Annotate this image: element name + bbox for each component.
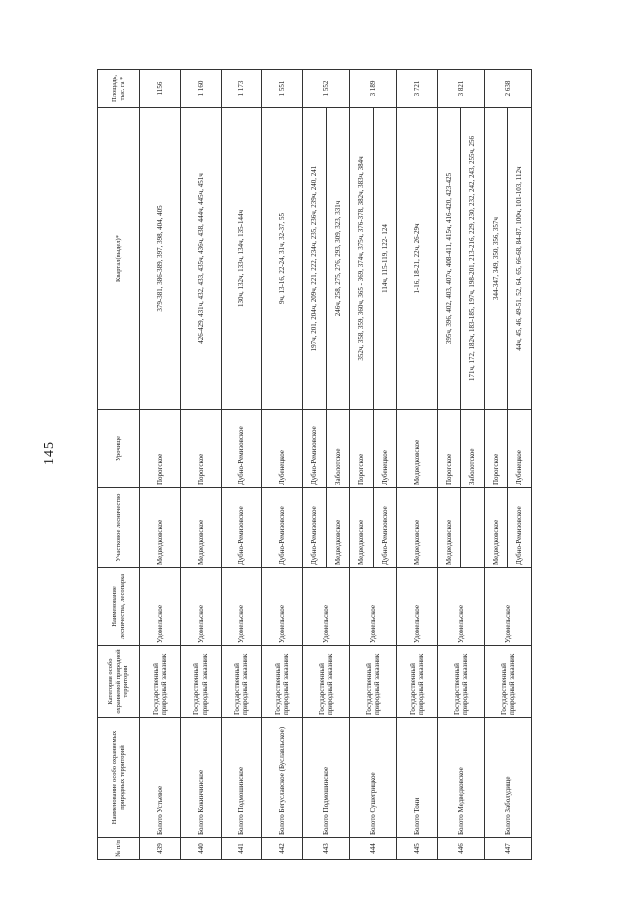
- cell-district2: Дубно-Ремизовское: [508, 488, 532, 568]
- cell-tract2: Заболотское: [326, 410, 349, 488]
- cell-name: Болото Подмошинское: [221, 718, 262, 838]
- cell-tract: Порогское: [350, 410, 373, 488]
- cell-district2: Дубно-Ремизовское: [373, 488, 396, 568]
- cell-district: Медведковское: [180, 488, 221, 568]
- cell-tract: Порогское: [180, 410, 221, 488]
- cell-num: 441: [221, 838, 262, 860]
- cell-district: Дубно-Ремизовское: [303, 488, 326, 568]
- cell-area: 3 821: [437, 70, 484, 108]
- cell-tract: Порогское: [140, 410, 181, 488]
- cell-num: 442: [262, 838, 303, 860]
- cell-num: 445: [397, 838, 438, 860]
- cell-quarters: 9ч, 13-16, 22-24, 31ч, 32-37, 55: [262, 108, 303, 410]
- cell-name: Болото Подмошинское: [303, 718, 350, 838]
- cell-tract2: Лубенецкое: [508, 410, 532, 488]
- cell-name: Болото Тони: [397, 718, 438, 838]
- header-quarters: Квартал(выдел)*: [98, 108, 140, 410]
- cell-num: 447: [484, 838, 531, 860]
- cell-quarters: 379-381, 386-389, 397, 398, 404, 405: [140, 108, 181, 410]
- cell-tract: Дубно-Ремизовское: [303, 410, 326, 488]
- cell-category: Государственный природный заказник: [397, 646, 438, 718]
- cell-district: Дубно-Ремизовское: [262, 488, 303, 568]
- table-row: [350, 70, 373, 860]
- table-header-row: [98, 70, 140, 860]
- cell-forestry: Удомельское: [437, 568, 484, 646]
- cell-forestry: Удомельское: [221, 568, 262, 646]
- cell-district: Дубно-Ремизовское: [221, 488, 262, 568]
- cell-district: Медведковское: [437, 488, 460, 568]
- cell-quarters: 344-347, 349, 350, 356, 357ч: [484, 108, 507, 410]
- cell-name: Болото Медведковское: [437, 718, 484, 838]
- table-row: [484, 70, 507, 860]
- header-num: № п/п: [98, 838, 140, 860]
- cell-name: Болото Кокинчинское: [180, 718, 221, 838]
- cell-category: Государственный природный заказник: [140, 646, 181, 718]
- cell-area: 3 189: [350, 70, 397, 108]
- cell-category: Государственный природный заказник: [221, 646, 262, 718]
- cell-tract: Медведковское: [397, 410, 438, 488]
- cell-quarters2: 114ч, 115-119, 122- 124: [373, 108, 396, 410]
- cell-category: Государственный природный заказник: [350, 646, 397, 718]
- cell-quarters2: 44ч, 45, 46, 49-51, 52, 64, 65, 66-68, 84-87, 100ч, 101-103, 112ч: [508, 108, 532, 410]
- table-body: [140, 70, 532, 860]
- header-name: Наименование особо охраняемых природных территорий: [98, 718, 140, 838]
- cell-quarters2: 171ч, 172, 182ч, 183-185, 197ч, 198-201, 213-216, 229, 230, 232, 242, 243, 255ч, 256: [461, 108, 484, 410]
- table-row: [437, 70, 460, 860]
- cell-tract2: Заболотское: [461, 410, 484, 488]
- table-row: [221, 70, 262, 860]
- cell-quarters: 1-16, 18-21, 22ч, 26-29ч: [397, 108, 438, 410]
- cell-quarters: 426-429, 431ч, 432, 433, 435ч, 436ч, 438, 444ч, 445ч, 451ч: [180, 108, 221, 410]
- cell-category: Государственный природный заказник: [484, 646, 531, 718]
- cell-category: Государственный природный заказник: [262, 646, 303, 718]
- cell-tract: Дубно-Ремизовское: [221, 410, 262, 488]
- cell-district: Медведковское: [140, 488, 181, 568]
- cell-tract: Порогское: [484, 410, 507, 488]
- table-row: [397, 70, 438, 860]
- cell-area: 3 721: [397, 70, 438, 108]
- page-number: 145: [42, 441, 57, 465]
- cell-num: 443: [303, 838, 350, 860]
- cell-forestry: Удомельское: [350, 568, 397, 646]
- header-district: Участковое лесничество: [98, 488, 140, 568]
- cell-area: 1 160: [180, 70, 221, 108]
- table-row: [140, 70, 181, 860]
- cell-area: 1 173: [221, 70, 262, 108]
- cell-category: Государственный природный заказник: [180, 646, 221, 718]
- cell-tract: Порогское: [437, 410, 460, 488]
- table-container: [97, 70, 532, 860]
- cell-quarters2: 246ч, 258, 275, 276, 293, 309, 323, 331ч: [326, 108, 349, 410]
- cell-num: 446: [437, 838, 484, 860]
- cell-quarters: 395ч, 396, 402, 403, 407ч, 408-411, 415ч, 416-420, 423-425: [437, 108, 460, 410]
- cell-forestry: Удомельское: [140, 568, 181, 646]
- cell-district2: [461, 488, 484, 568]
- cell-forestry: Удомельское: [262, 568, 303, 646]
- cell-name: Болото Устьевое: [140, 718, 181, 838]
- cell-district2: Медведковское: [326, 488, 349, 568]
- cell-quarters: 197ч, 201, 204ч, 209ч, 221, 222, 234ч, 235, 236ч, 239ч, 240, 241: [303, 108, 326, 410]
- cell-area: 1 552: [303, 70, 350, 108]
- cell-area: 2 638: [484, 70, 531, 108]
- cell-forestry: Удомельское: [484, 568, 531, 646]
- cell-area: 1156: [140, 70, 181, 108]
- cell-forestry: Удомельское: [303, 568, 350, 646]
- cell-category: Государственный природный заказник: [437, 646, 484, 718]
- cell-num: 439: [140, 838, 181, 860]
- header-category: Категория особо охраняемой природной территории: [98, 646, 140, 718]
- cell-area: 1 551: [262, 70, 303, 108]
- table-row: [262, 70, 303, 860]
- cell-forestry: Удомельское: [397, 568, 438, 646]
- cell-district: Медведковское: [484, 488, 507, 568]
- cell-district: Медведковское: [350, 488, 373, 568]
- cell-quarters: 352ч, 358, 359, 360ч, 365 - 369, 374ч, 375ч, 376-378, 382ч, 383ч, 384ч: [350, 108, 373, 410]
- cell-num: 444: [350, 838, 397, 860]
- cell-category: Государственный природный заказник: [303, 646, 350, 718]
- table-row: [303, 70, 326, 860]
- header-area: Площадь, тыс. га *: [98, 70, 140, 108]
- header-forestry: Наименование лесничества, лесопарка: [98, 568, 140, 646]
- cell-name: Болото Сушегрицкое: [350, 718, 397, 838]
- cell-tract2: Лубенецкое: [373, 410, 396, 488]
- cell-name: Болото Бегуславское (Буславльское): [262, 718, 303, 838]
- protected-areas-table: [97, 69, 532, 860]
- cell-forestry: Удомельское: [180, 568, 221, 646]
- header-tract: Урочище: [98, 410, 140, 488]
- cell-num: 440: [180, 838, 221, 860]
- cell-quarters: 130ч, 132ч, 133ч, 134ч, 135-144ч: [221, 108, 262, 410]
- table-row: [180, 70, 221, 860]
- cell-district: Медведковское: [397, 488, 438, 568]
- cell-name: Болото Заболудище: [484, 718, 531, 838]
- cell-tract: Лубенецкое: [262, 410, 303, 488]
